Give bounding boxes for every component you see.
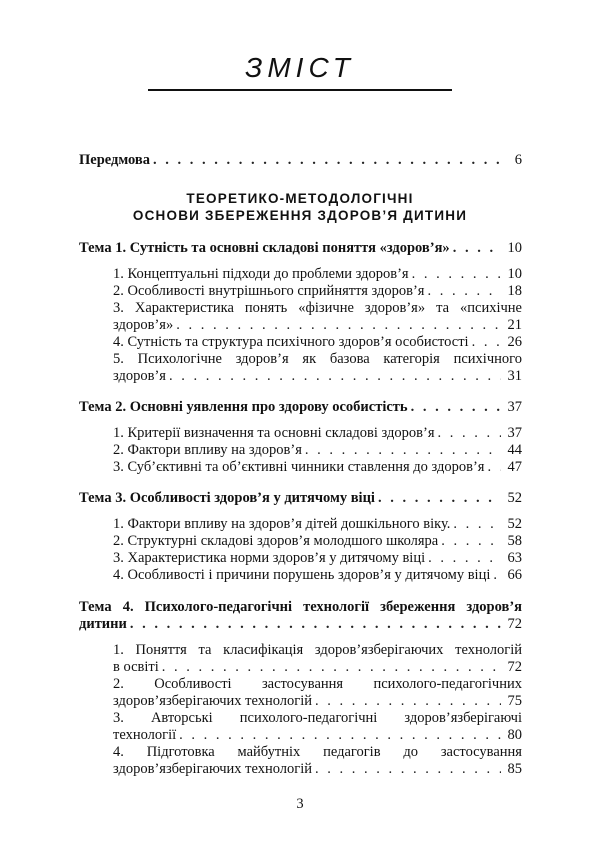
toc-word: технологій	[455, 642, 522, 658]
toc-entry-label: Тема 1. Сутність та основні складові поняття «здоров’я»	[79, 240, 450, 256]
toc-word: 3.	[113, 300, 124, 316]
toc-word: психічного	[453, 351, 522, 367]
toc-word: педагогів	[323, 744, 381, 760]
toc-entry-topic-4-item-3-line-1[interactable]	[113, 710, 522, 727]
toc-entry-label-continued: здоров’язберігаючих технологій	[113, 761, 313, 777]
toc-entry-topic-1-item-1[interactable]	[113, 266, 522, 283]
toc-entry-label: Тема 2. Основні уявлення про здорову особистість	[79, 399, 408, 415]
leader-dots	[378, 490, 501, 507]
toc-word: «фізичне	[298, 300, 354, 316]
leader-dots	[176, 317, 501, 334]
leader-dots	[169, 368, 501, 385]
toc-entry-label: 4. Особливості і причини порушень здоров’я у дитячому віці	[113, 567, 491, 583]
toc-entry-page: 26	[507, 334, 522, 350]
toc-entry-label-continued: здоров’я	[113, 368, 166, 384]
toc-word: Підготовка	[146, 744, 215, 760]
leader-dots	[427, 283, 501, 300]
toc-entry-page: 80	[507, 727, 522, 743]
toc-word: Психологічне	[137, 351, 222, 367]
toc-entry-topic-1-item-2[interactable]	[113, 283, 522, 300]
leader-dots	[179, 727, 501, 744]
toc-entry-topic-2-item-3[interactable]	[113, 459, 522, 476]
toc-word: класифікація	[223, 642, 304, 658]
toc-word: 4.	[113, 744, 124, 760]
toc-entry-page: 52	[507, 516, 522, 532]
toc-entry-page: 37	[507, 399, 522, 415]
toc-word: 3.	[113, 710, 124, 726]
page-number: 3	[296, 796, 304, 812]
toc-word: Поняття	[135, 642, 187, 658]
toc-word: збереження	[380, 599, 456, 615]
leader-dots	[305, 442, 501, 459]
toc-entry-label-continued: дитини	[79, 616, 127, 632]
toc-entry-topic-3-item-2[interactable]	[113, 533, 522, 550]
leader-dots	[130, 616, 501, 633]
leader-dots	[472, 334, 501, 351]
toc-entry-label: 3. Суб’єктивні та об’єктивні чинники ставлення до здоров’я	[113, 459, 485, 475]
toc-entry-page: 10	[507, 266, 522, 282]
leader-dots	[315, 693, 501, 710]
toc-word: психолого-педагогічні	[239, 710, 378, 726]
leader-dots	[428, 550, 501, 567]
toc-entry-label-continued: здоров’язберігаючих технологій	[113, 693, 313, 709]
toc-word: здоров’язберігаючі	[404, 710, 522, 726]
toc-entry-label: 1. Концептуальні підходи до проблеми здоров’я	[113, 266, 409, 282]
toc-entry-page: 44	[507, 442, 522, 458]
toc-entry-page: 66	[507, 567, 522, 583]
toc-word: застосування	[440, 744, 522, 760]
toc-entry-label: 2. Фактори впливу на здоров’я	[113, 442, 302, 458]
toc-word: Авторські	[150, 710, 213, 726]
toc-entry-label: 2. Особливості внутрішнього сприйняття здоров’я	[113, 283, 425, 299]
toc-word: «психічне	[460, 300, 522, 316]
leader-dots	[487, 459, 501, 476]
toc-entry-topic-4-item-3[interactable]	[113, 727, 522, 744]
toc-word: застосування	[261, 676, 344, 692]
toc-entry-label: 1. Критерії визначення та основні складові здоров’я	[113, 425, 435, 441]
toc-word: та	[198, 642, 212, 658]
toc-entry-page: 85	[507, 761, 522, 777]
toc-word: здоров’язберігаючих	[314, 642, 444, 658]
toc-entry-preface[interactable]	[79, 152, 522, 169]
toc-entry-topic-4-item-2-line-1[interactable]	[113, 676, 522, 693]
toc-entry-page: 63	[507, 550, 522, 566]
toc-entry-topic-4-item-1[interactable]	[113, 659, 522, 676]
page-title: ЗМІСТ	[245, 52, 355, 83]
toc-entry-topic-1-item-4[interactable]	[113, 334, 522, 351]
leader-dots	[153, 152, 501, 169]
toc-entry-page: 72	[507, 616, 522, 632]
toc-entry-topic-2-item-1[interactable]	[113, 425, 522, 442]
toc-word: та	[436, 300, 450, 316]
leader-dots	[438, 425, 502, 442]
toc-entry-page: 18	[507, 283, 522, 299]
toc-entry-topic-4-item-4[interactable]	[113, 761, 522, 778]
toc-entry-topic-4-item-1-line-1[interactable]	[113, 642, 522, 659]
leader-dots	[493, 567, 501, 584]
toc-entry-topic-3-item-1[interactable]	[113, 516, 522, 533]
toc-word: технології	[303, 599, 370, 615]
toc-word: психолого-педагогічних	[373, 676, 522, 692]
toc-word: 1.	[113, 642, 124, 658]
toc-word: здоров’я	[235, 351, 289, 367]
toc-entry-topic-4-line-1[interactable]	[79, 599, 522, 616]
toc-entry-page: 52	[507, 490, 522, 506]
toc-entry-page: 37	[507, 425, 522, 441]
toc-word: здоров’я»	[364, 300, 426, 316]
section-heading-line-1: ТЕОРЕТИКО-МЕТОДОЛОГІЧНІ	[186, 191, 414, 206]
toc-entry-topic-3[interactable]	[79, 490, 522, 507]
leader-dots	[412, 266, 501, 283]
leader-dots	[315, 761, 501, 778]
toc-entry-page: 31	[507, 368, 522, 384]
toc-word: Особливості	[154, 676, 232, 692]
section-heading-line-2: ОСНОВИ ЗБЕРЕЖЕННЯ ЗДОРОВ’Я ДИТИНИ	[132, 208, 468, 223]
toc-entry-label-continued: в освіті	[113, 659, 159, 675]
toc-entry-page: 47	[507, 459, 522, 475]
toc-entry-label: 4. Сутність та структура психічного здоров’я особистості	[113, 334, 469, 350]
toc-word: майбутніх	[237, 744, 301, 760]
toc-word: Психолого-педагогічні	[144, 599, 292, 615]
toc-word: до	[403, 744, 419, 760]
title-underline	[148, 89, 452, 91]
toc-word: здоров’я	[466, 599, 522, 615]
toc-entry-label-continued: здоров’я»	[113, 317, 174, 333]
toc-entry-page: 6	[514, 152, 522, 168]
toc-word: 5.	[113, 351, 124, 367]
toc-entry-label: 1. Фактори впливу на здоров’я дітей дошкільного віку.	[113, 516, 451, 532]
toc-entry-topic-3-item-3[interactable]	[113, 550, 522, 567]
toc-entry-topic-1[interactable]	[79, 240, 522, 257]
toc-entry-topic-1-item-3[interactable]	[113, 317, 522, 334]
leader-dots	[162, 659, 501, 676]
toc-entry-topic-4-item-2[interactable]	[113, 693, 522, 710]
toc-word: Тема	[79, 599, 112, 615]
toc-entry-topic-4[interactable]	[79, 616, 522, 633]
toc-word: як	[302, 351, 317, 367]
leader-dots	[453, 240, 501, 257]
toc-entry-topic-1-item-3-line-1[interactable]	[113, 300, 522, 317]
toc-entry-topic-2[interactable]	[79, 399, 522, 416]
toc-entry-label: 2. Структурні складові здоров’я молодшого школяра	[113, 533, 439, 549]
toc-entry-label: Тема 3. Особливості здоров’я у дитячому віці	[79, 490, 375, 506]
toc-word: базова	[329, 351, 370, 367]
toc-word: категорія	[383, 351, 440, 367]
leader-dots	[441, 533, 501, 550]
toc-entry-label: 3. Характеристика норми здоров’я у дитячому віці	[113, 550, 426, 566]
toc-entry-topic-3-item-4[interactable]	[113, 567, 522, 584]
toc-word: понять	[244, 300, 288, 316]
toc-entry-label-continued: технології	[113, 727, 177, 743]
leader-dots	[411, 399, 501, 416]
toc-entry-topic-2-item-2[interactable]	[113, 442, 522, 459]
toc-entry-page: 72	[507, 659, 522, 675]
toc-word: 4.	[122, 599, 134, 615]
toc-word: 2.	[113, 676, 124, 692]
toc-entry-page: 75	[507, 693, 522, 709]
toc-entry-topic-4-item-4-line-1[interactable]	[113, 744, 522, 761]
toc-entry-page: 10	[507, 240, 522, 256]
toc-entry-topic-1-item-5-line-1[interactable]	[113, 351, 522, 368]
toc-entry-page: 58	[507, 533, 522, 549]
toc-entry-label: Передмова	[79, 152, 151, 168]
toc-entry-topic-1-item-5[interactable]	[113, 368, 522, 385]
toc-entry-page: 21	[507, 317, 522, 333]
leader-dots	[453, 516, 501, 533]
toc-word: Характеристика	[134, 300, 234, 316]
